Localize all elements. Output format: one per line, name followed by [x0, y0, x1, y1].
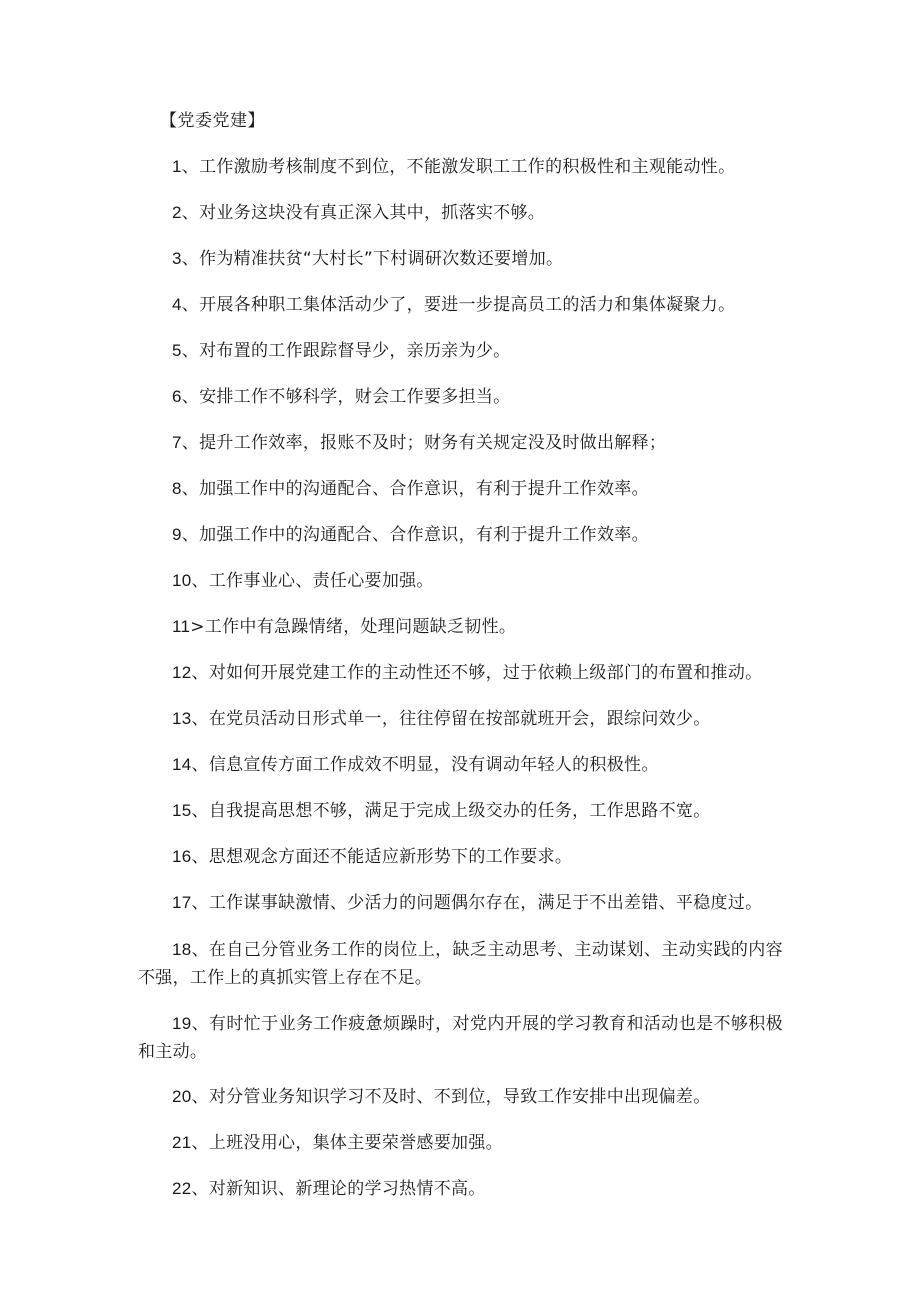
item-number: 7	[172, 433, 182, 452]
item-text: 有时忙于业务工作疲惫烦躁时，对党内开展的学习教育和活动也是不够积极和主动。	[138, 1014, 783, 1062]
item-text: 信息宣传方面工作成效不明显，没有调动年轻人的积极性。	[208, 755, 659, 775]
list-item-12	[138, 660, 783, 686]
item-number: 21	[172, 1133, 192, 1152]
item-separator: 、	[181, 157, 200, 177]
list-item-2	[138, 200, 783, 226]
item-separator: 、	[181, 433, 200, 453]
list-item-19	[138, 1010, 783, 1066]
item-separator: 、	[181, 249, 200, 269]
item-text: 在自己分管业务工作的岗位上，缺乏主动思考、主动谋划、主动实践的内容不强，工作上的真抓实管上存在不足。	[138, 940, 783, 988]
list-item-20	[138, 1084, 783, 1110]
item-text: 对新知识、新理论的学习热情不高。	[208, 1179, 486, 1199]
item-separator: 、	[191, 847, 209, 867]
item-separator: 、	[191, 663, 209, 683]
item-text: 思想观念方面还不能适应新形势下的工作要求。	[208, 847, 573, 867]
item-number: 22	[172, 1179, 192, 1198]
item-separator: 、	[191, 755, 209, 775]
item-separator: 、	[181, 387, 200, 407]
item-number: 1	[172, 157, 182, 176]
item-separator: 、	[181, 295, 200, 315]
list-item-6	[138, 384, 783, 410]
item-number: 2	[172, 203, 182, 222]
item-number: 16	[172, 847, 192, 866]
item-text: 对业务这块没有真正深入其中，抓落实不够。	[199, 203, 546, 223]
list-item-17	[138, 890, 783, 916]
list-item-10	[138, 568, 783, 594]
item-text: 在党员活动日形式单一，往往停留在按部就班开会，跟综问效少。	[208, 709, 711, 729]
item-number: 11	[172, 617, 191, 636]
item-text: 安排工作不够科学，财会工作要多担当。	[199, 387, 511, 407]
list-item-21	[138, 1130, 783, 1156]
item-number: 18	[172, 940, 192, 959]
item-text: 加强工作中的沟通配合、合作意识，有利于提升工作效率。	[199, 525, 649, 545]
list-item-14	[138, 752, 783, 778]
item-text: 对布置的工作跟踪督导少，亲历亲为少。	[199, 341, 511, 361]
item-number: 17	[172, 893, 192, 912]
list-item-22	[138, 1176, 783, 1202]
item-text: 对分管业务知识学习不及时、不到位，导致工作安排中出现偏差。	[208, 1087, 711, 1107]
item-number: 20	[172, 1087, 192, 1106]
item-separator: 、	[191, 571, 209, 591]
item-separator: 、	[191, 801, 209, 821]
list-item-13	[138, 706, 783, 732]
item-number: 3	[172, 249, 182, 268]
item-number: 4	[172, 295, 182, 314]
item-number: 14	[172, 755, 192, 774]
item-separator: 、	[191, 1133, 209, 1153]
list-item-18	[138, 936, 783, 992]
item-number: 9	[172, 525, 182, 544]
item-text: 对如何开展党建工作的主动性还不够，过于依赖上级部门的布置和推动。	[208, 663, 763, 683]
item-separator: 、	[191, 893, 209, 913]
item-number: 12	[172, 663, 192, 682]
document-body	[138, 108, 783, 1222]
item-text: 提升工作效率，报账不及时；财务有关规定没及时做出解释；	[199, 433, 667, 453]
item-number: 10	[172, 571, 192, 590]
item-text: 工作中有急躁情绪，处理问题缺乏韧性。	[204, 617, 517, 637]
item-text: 工作事业心、责任心要加强。	[208, 571, 434, 591]
list-item-8	[138, 476, 783, 502]
item-text: 加强工作中的沟通配合、合作意识，有利于提升工作效率。	[199, 479, 649, 499]
item-number: 6	[172, 387, 182, 406]
item-separator: 、	[181, 479, 200, 499]
list-item-16	[138, 844, 783, 870]
list-item-11	[138, 614, 783, 640]
item-text: 工作激励考核制度不到位，不能激发职工工作的积极性和主观能动性。	[199, 157, 736, 177]
item-number: 5	[172, 341, 182, 360]
item-separator: 、	[191, 1087, 209, 1107]
item-separator: 、	[191, 1179, 209, 1199]
list-item-7	[138, 430, 783, 456]
item-number: 8	[172, 479, 182, 498]
list-item-4	[138, 292, 783, 318]
item-text: 工作谋事缺激情、少活力的问题偶尔存在，满足于不出差错、平稳度过。	[208, 893, 763, 913]
item-separator: 、	[181, 525, 200, 545]
item-number: 19	[172, 1014, 192, 1033]
item-text: 自我提高思想不够，满足于完成上级交办的任务，工作思路不宽。	[208, 801, 711, 821]
item-number: 15	[172, 801, 192, 820]
item-number: 13	[172, 709, 192, 728]
list-item-15	[138, 798, 783, 824]
item-separator: 、	[181, 203, 200, 223]
item-separator: 、	[191, 1014, 210, 1034]
item-separator: >	[190, 617, 205, 637]
item-separator: 、	[181, 341, 200, 361]
list-item-5	[138, 338, 783, 364]
list-item-1	[138, 154, 783, 180]
section-heading: 【党委党建】	[160, 111, 265, 131]
item-separator: 、	[191, 709, 209, 729]
item-text: 作为精准扶贫“大村长”下村调研次数还要增加。	[199, 249, 564, 269]
item-text: 开展各种职工集体活动少了，要进一步提高员工的活力和集体凝聚力。	[199, 295, 736, 315]
list-item-9	[138, 522, 783, 548]
list-item-3	[138, 246, 783, 272]
item-separator: 、	[191, 940, 210, 960]
item-text: 上班没用心，集体主要荣誉感要加强。	[208, 1133, 503, 1153]
